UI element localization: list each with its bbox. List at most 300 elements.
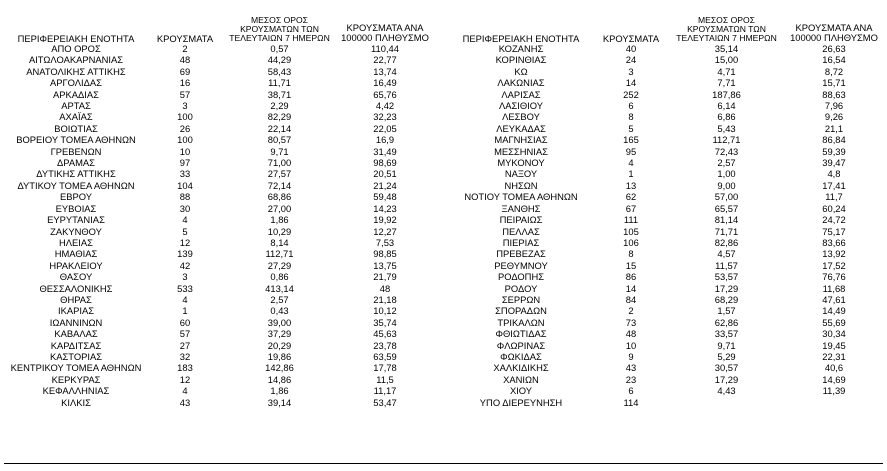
cases-cell: 165 [623,134,639,146]
per100k-cell: 11,17 [373,385,397,397]
per100k-cell: 13,75 [373,259,397,271]
per100k-cell: 22,77 [373,54,397,66]
region-cell: ΘΗΡΑΣ [60,293,92,305]
cases-cell: 14 [625,282,637,294]
header-avg7: ΜΕΣΟΣ ΟΡΟΣ ΚΡΟΥΣΜΑΤΩΝ ΤΩΝ ΤΕΛΕΥΤΑΙΩΝ 7 ΗΜΕΡΩΝ [676,15,777,43]
table-row [4,294,433,305]
table-row [448,146,883,157]
avg7-cell: 20,29 [267,339,292,351]
avg7-cell: 72,43 [714,145,739,157]
region-cell: ΛΑΡΙΣΑΣ [501,88,541,100]
cases-cell: 6 [628,100,634,112]
cases-cell: 97 [179,157,191,169]
cases-cell: 533 [177,282,193,294]
avg7-cell: 62,86 [714,316,739,328]
per100k-cell: 14,49 [822,305,846,317]
table-row [448,203,883,214]
table-row [448,66,883,77]
table-row [4,77,433,88]
per100k-cell [785,397,883,408]
per100k-cell: 10,12 [373,305,397,317]
per100k-cell: 48 [379,282,391,294]
cases-cell: 139 [177,248,193,260]
per100k-cell: 21,79 [373,271,397,283]
per100k-cell: 88,63 [822,88,846,100]
region-cell: ΡΟΔΟΥ [504,282,538,294]
avg7-cell: 44,29 [267,54,292,66]
per100k-cell: 11,5 [376,373,394,385]
region-cell: ΑΡΓΟΛΙΔΑΣ [50,77,102,89]
cases-cell: 14 [625,77,637,89]
region-cell: ΝΑΞΟΥ [504,168,538,180]
table-row [448,134,883,145]
region-cell: ΑΡΚΑΔΙΑΣ [53,88,99,100]
cases-cell: 183 [177,362,193,374]
region-cell: ΙΩΑΝΝΙΝΩΝ [49,316,103,328]
table-row [448,123,883,134]
per100k-cell: 11,7 [825,191,843,203]
region-cell: ΣΕΡΡΩΝ [501,293,541,305]
per100k-cell: 8,72 [824,65,844,77]
cases-cell: 10 [179,145,191,157]
per100k-cell: 31,49 [373,145,397,157]
avg7-cell: 81,14 [714,214,739,226]
region-cell: ΗΜΑΘΙΑΣ [54,248,98,260]
table-row [4,362,433,373]
table-header-row [4,10,433,43]
table-row [4,305,433,316]
per100k-cell: 63,59 [373,350,397,362]
region-cell: ΛΕΥΚΑΔΑΣ [496,122,546,134]
per100k-cell: 4,8 [827,168,841,180]
region-cell: ΚΟΡΙΝΘΙΑΣ [495,54,547,66]
region-cell: ΝΗΣΩΝ [504,179,538,191]
region-cell: ΖΑΚΥΝΘΟΥ [50,225,102,237]
region-cell: ΑΡΤΑΣ [61,100,91,112]
per100k-cell: 11,68 [822,282,846,294]
cases-cell: 8 [628,111,634,123]
per100k-cell: 110,44 [371,43,399,54]
per100k-cell: 7,96 [824,100,844,112]
avg7-cell: 413,14 [265,282,294,294]
cases-cell: 12 [179,236,191,248]
cases-cell: 5 [182,225,188,237]
table-row [4,397,433,408]
cases-cell: 3 [182,100,188,112]
avg7-cell: 142,86 [265,362,294,374]
cases-cell: 1 [628,168,634,180]
region-cell: ΡΟΔΟΠΗΣ [497,271,545,283]
region-cell: ΦΛΩΡΙΝΑΣ [496,339,546,351]
table-row [448,340,883,351]
per100k-cell: 60,24 [822,202,846,214]
per100k-cell: 19,45 [822,339,846,351]
header-avg7: ΜΕΣΟΣ ΟΡΟΣ ΚΡΟΥΣΜΑΤΩΝ ΤΩΝ ΤΕΛΕΥΤΑΙΩΝ 7 ΗΜΕΡΩΝ [229,15,330,43]
region-cell: ΔΡΑΜΑΣ [57,157,95,169]
avg7-cell: 15,00 [714,54,739,66]
avg7-cell: 4,43 [717,385,736,397]
avg7-cell: 4,57 [717,248,736,260]
per100k-cell: 19,92 [373,214,397,226]
region-cell: ΧΑΝΙΩΝ [503,373,539,385]
per100k-cell: 13,92 [822,248,846,260]
region-cell: ΚΕΝΤΡΙΚΟΥ ΤΟΜΕΑ ΑΘΗΝΩΝ [10,362,142,374]
cases-cell: 9 [628,350,634,362]
table-row [4,374,433,385]
per100k-cell: 75,17 [822,225,846,237]
table-row [4,226,433,237]
table-row [4,214,433,225]
avg7-cell: 72,14 [267,179,292,191]
table-row [4,146,433,157]
cases-cell: 30 [179,202,191,214]
per100k-cell: 98,69 [373,157,397,169]
per100k-cell: 30,34 [822,328,846,340]
region-cell: ΠΡΕΒΕΖΑΣ [496,248,546,260]
avg7-cell: 53,57 [714,271,739,283]
region-cell: ΕΒΡΟΥ [59,191,92,203]
table-row [448,54,883,65]
table-row [4,180,433,191]
cases-cell: 5 [628,122,634,134]
table-row [448,77,883,88]
region-cell: ΚΕΡΚΥΡΑΣ [51,373,101,385]
bottom-rule [4,463,883,464]
table-row [448,180,883,191]
per100k-cell: 9,26 [824,111,844,123]
per100k-cell: 55,69 [822,316,846,328]
table-row [4,191,433,202]
region-cell: ΙΚΑΡΙΑΣ [57,305,95,317]
avg7-cell: 2,57 [717,157,736,169]
per100k-cell: 45,63 [373,328,397,340]
avg7-cell: 6,14 [717,100,736,112]
cases-cell: 3 [182,271,188,283]
region-cell: ΜΕΣΣΗΝΙΑΣ [494,145,548,157]
cases-cell: 32 [179,350,191,362]
per100k-cell: 12,27 [373,225,397,237]
table-row [4,111,433,122]
cases-cell: 3 [628,65,634,77]
per100k-cell: 15,71 [822,77,846,89]
table-row [4,248,433,259]
region-cell: ΠΙΕΡΙΑΣ [502,236,540,248]
avg7-cell: 0,57 [270,43,289,54]
cases-cell: 43 [625,362,637,374]
avg7-cell: 22,14 [267,122,292,134]
region-cell: ΥΠΟ ΔΙΕΡΕΥΝΗΣΗ [479,396,563,408]
cases-cell: 4 [628,157,634,169]
table-row [4,283,433,294]
cases-cell: 105 [623,225,639,237]
region-cell: ΧΑΛΚΙΔΙΚΗΣ [493,362,549,374]
cases-cell: 4 [182,293,188,305]
per100k-cell: 13,74 [373,65,397,77]
table-row [4,237,433,248]
region-cell: ΚΕΦΑΛΛΗΝΙΑΣ [42,385,110,397]
table-row [448,317,883,328]
per100k-cell: 20,51 [373,168,397,180]
avg7-cell [668,397,785,408]
cases-cell: 10 [625,339,637,351]
table-row [448,191,883,202]
table-row [448,374,883,385]
avg7-cell: 10,29 [267,225,292,237]
avg7-cell: 27,57 [267,168,292,180]
region-cell: ΔΥΤΙΚΗΣ ΑΤΤΙΚΗΣ [36,168,116,180]
region-cell: ΒΟΙΩΤΙΑΣ [54,122,98,134]
cases-cell: 84 [625,293,637,305]
cases-cell: 100 [177,134,193,146]
header-per100k: ΚΡΟΥΣΜΑΤΑ ΑΝΑ 100000 ΠΛΗΘΥΣΜΟ [790,22,878,43]
per100k-cell: 14,23 [373,202,397,214]
table-row [448,214,883,225]
region-cell: ΑΧΑΪΑΣ [59,111,93,123]
region-cell: ΑΙΤΩΛΟΑΚΑΡΝΑΝΙΑΣ [28,54,124,66]
per100k-cell: 40,6 [824,362,844,374]
region-cell: ΝΟΤΙΟΥ ΤΟΜΕΑ ΑΘΗΝΩΝ [464,191,578,203]
per100k-cell: 22,31 [822,350,846,362]
cases-cell: 57 [179,328,191,340]
region-cell: ΔΥΤΙΚΟΥ ΤΟΜΕΑ ΑΘΗΝΩΝ [17,179,135,191]
avg7-cell: 17,29 [714,373,739,385]
region-cell: ΚΑΣΤΟΡΙΑΣ [49,350,103,362]
avg7-cell: 35,14 [714,43,739,54]
table-row [4,351,433,362]
region-cell: ΣΠΟΡΑΔΩΝ [495,305,547,317]
region-cell: ΚΑΒΑΛΑΣ [54,328,98,340]
region-cell: ΜΥΚΟΝΟΥ [497,157,545,169]
avg7-cell: 27,29 [267,259,292,271]
region-cell: ΜΑΓΝΗΣΙΑΣ [494,134,548,146]
per100k-cell: 59,48 [373,191,397,203]
table-row [448,271,883,282]
per100k-cell: 65,76 [373,88,397,100]
cases-cell: 13 [625,179,637,191]
avg7-cell: 71,71 [714,225,739,237]
cases-cell: 48 [179,54,191,66]
table-row [4,89,433,100]
avg7-cell: 9,00 [717,179,736,191]
avg7-cell: 39,14 [267,396,292,408]
region-cell: ΚΙΛΚΙΣ [61,396,91,408]
avg7-cell: 5,29 [717,350,736,362]
per100k-cell: 17,41 [822,179,846,191]
cases-table-right [448,10,883,408]
avg7-cell: 57,00 [714,191,739,203]
region-cell: ΒΟΡΕΙΟΥ ΤΟΜΕΑ ΑΘΗΝΩΝ [16,134,136,146]
region-cell: ΕΥΒΟΙΑΣ [55,202,97,214]
avg7-cell: 5,43 [717,122,736,134]
region-cell: ΚΑΡΔΙΤΣΑΣ [50,339,102,351]
avg7-cell: 112,71 [265,248,294,260]
table-row [4,123,433,134]
cases-cell: 73 [625,316,637,328]
cases-cell: 2 [182,43,188,54]
avg7-cell: 30,57 [714,362,739,374]
avg7-cell: 1,86 [270,385,289,397]
region-cell: ΠΕΙΡΑΙΩΣ [499,214,543,226]
table-row [448,248,883,259]
avg7-cell: 17,29 [714,282,739,294]
cases-cell: 23 [625,373,637,385]
cases-cell: 42 [179,259,191,271]
cases-cell: 67 [625,202,637,214]
table-row [4,328,433,339]
avg7-cell: 27,00 [267,202,292,214]
avg7-cell: 71,00 [267,157,292,169]
avg7-cell: 6,86 [717,111,736,123]
per100k-cell: 14,69 [822,373,846,385]
cases-cell: 24 [625,54,637,66]
cases-cell: 27 [179,339,191,351]
per100k-cell: 47,61 [822,293,846,305]
per100k-cell: 16,54 [822,54,846,66]
per100k-cell: 16,49 [373,77,397,89]
avg7-cell: 0,86 [270,271,289,283]
cases-cell: 86 [625,271,637,283]
avg7-cell: 7,71 [717,77,736,89]
cases-cell: 40 [625,43,637,54]
avg7-cell: 2,57 [270,293,289,305]
avg7-cell: 112,71 [712,134,741,146]
cases-cell: 106 [623,236,639,248]
region-cell: ΗΛΕΙΑΣ [59,236,93,248]
per100k-cell: 76,76 [822,271,846,283]
avg7-cell: 1,86 [270,214,289,226]
region-cell: ΕΥΡΥΤΑΝΙΑΣ [47,214,105,226]
table-row [448,305,883,316]
table-row [4,271,433,282]
table-row [448,362,883,373]
region-cell: ΚΩ [514,65,528,77]
table-row [4,317,433,328]
avg7-cell: 19,86 [267,350,292,362]
avg7-cell: 82,29 [267,111,292,123]
avg7-cell: 65,57 [714,202,739,214]
table-row [448,89,883,100]
table-header-row [448,10,883,43]
table-row [4,54,433,65]
avg7-cell: 0,43 [270,305,289,317]
avg7-cell: 11,57 [715,259,738,271]
table-row [448,351,883,362]
region-cell: ΦΘΙΩΤΙΔΑΣ [495,328,547,340]
per100k-cell: 53,47 [373,396,397,408]
per100k-cell: 23,78 [373,339,397,351]
cases-cell: 6 [628,385,634,397]
cases-cell: 252 [623,88,639,100]
cases-cell: 95 [625,145,637,157]
table-row [4,340,433,351]
table-row [448,260,883,271]
cases-cell: 104 [177,179,193,191]
per100k-cell: 11,39 [822,385,846,397]
table-row [448,294,883,305]
header-per100k: ΚΡΟΥΣΜΑΤΑ ΑΝΑ 100000 ΠΛΗΘΥΣΜΟ [341,22,429,43]
table-row [4,168,433,179]
per100k-cell: 24,72 [822,214,846,226]
avg7-cell: 68,29 [714,293,739,305]
table-row [4,100,433,111]
table-row [448,157,883,168]
per100k-cell: 21,24 [373,179,397,191]
cases-cell: 48 [625,328,637,340]
avg7-cell: 1,57 [717,305,736,317]
region-cell: ΘΕΣΣΑΛΟΝΙΚΗΣ [39,282,113,294]
table-row [448,283,883,294]
avg7-cell: 68,86 [267,191,292,203]
header-region: ΠΕΡΙΦΕΡΕΙΑΚΗ ΕΝΟΤΗΤΑ [462,33,580,44]
avg7-cell: 2,29 [270,100,289,112]
cases-cell: 69 [179,65,191,77]
region-cell: ΛΑΣΙΘΙΟΥ [498,100,544,112]
table-row [4,134,433,145]
table-row [4,203,433,214]
avg7-cell: 187,86 [712,88,741,100]
region-cell: ΛΕΣΒΟΥ [502,111,540,123]
per100k-cell: 83,66 [822,236,846,248]
per100k-cell: 16,9 [375,134,395,146]
region-cell: ΚΟΖΑΝΗΣ [498,43,544,54]
table-row [4,66,433,77]
avg7-cell: 38,71 [267,88,292,100]
avg7-cell: 4,71 [717,65,736,77]
region-cell: ΘΑΣΟΥ [59,271,93,283]
avg7-cell: 39,00 [267,316,292,328]
cases-cell: 60 [179,316,191,328]
table-row [448,111,883,122]
region-cell: ΞΑΝΘΗΣ [501,202,541,214]
cases-cell: 16 [179,77,191,89]
cases-table-left [4,10,433,408]
per100k-cell: 26,63 [822,43,846,54]
region-cell: ΧΙΟΥ [509,385,533,397]
per100k-cell: 22,05 [373,122,397,134]
cases-cell: 62 [625,191,637,203]
per100k-cell: 21,1 [824,122,844,134]
cases-cell: 100 [177,111,193,123]
per100k-cell: 35,74 [373,316,397,328]
avg7-cell: 33,57 [714,328,739,340]
avg7-cell: 8,14 [270,236,289,248]
cases-cell: 12 [179,373,191,385]
avg7-cell: 37,29 [267,328,292,340]
table-row [448,237,883,248]
cases-cell: 33 [179,168,191,180]
avg7-cell: 1,00 [717,168,736,180]
cases-cell: 2 [628,305,634,317]
cases-cell: 4 [182,385,188,397]
per100k-cell: 39,47 [822,157,846,169]
avg7-cell: 9,71 [717,339,736,351]
table-row [4,385,433,396]
table-row [4,260,433,271]
per100k-cell: 32,23 [373,111,397,123]
cases-cell: 1 [182,305,188,317]
region-cell: ΦΩΚΙΔΑΣ [500,350,542,362]
per100k-cell: 98,85 [373,248,397,260]
region-cell: ΡΕΘΥΜΝΟΥ [494,259,548,271]
region-cell: ΛΑΚΩΝΙΑΣ [497,77,545,89]
cases-cell: 4 [182,214,188,226]
per100k-cell: 4,42 [375,100,395,112]
cases-cell: 57 [179,88,191,100]
avg7-cell: 80,57 [267,134,292,146]
region-cell: ΑΠΟ ΟΡΟΣ [51,43,101,54]
table-row [4,157,433,168]
header-cases: ΚΡΟΥΣΜΑΤΑ [156,33,214,44]
